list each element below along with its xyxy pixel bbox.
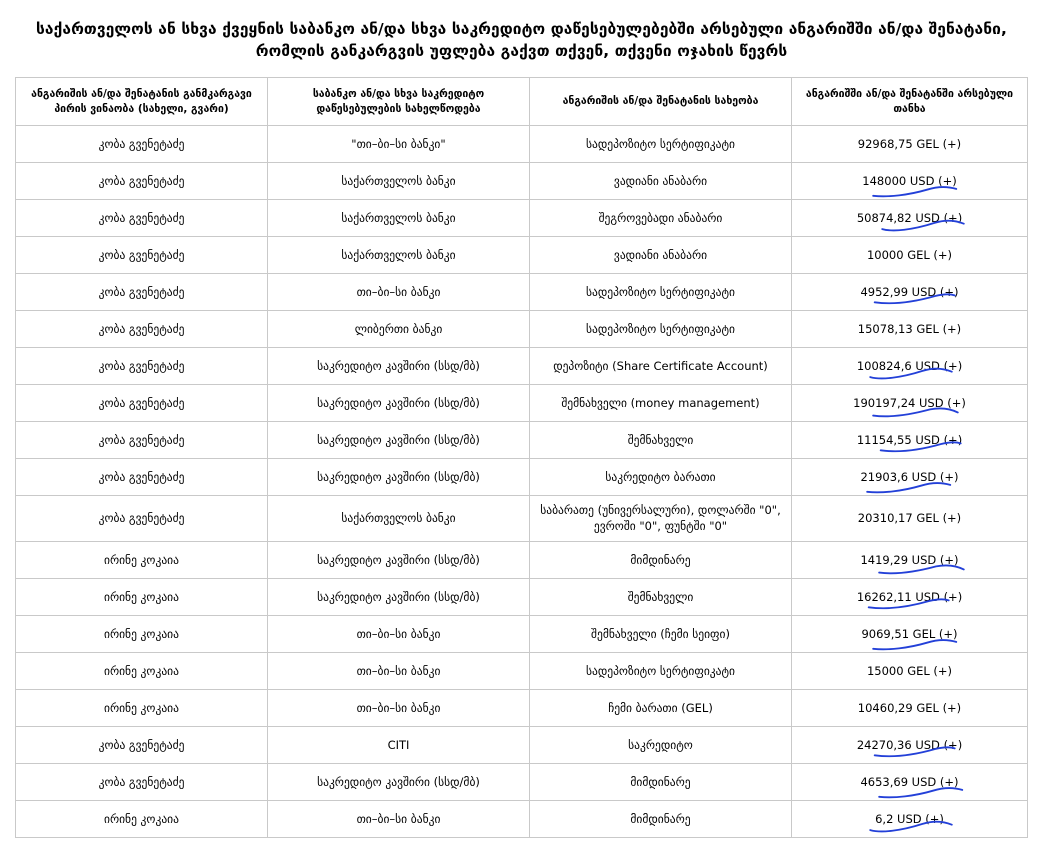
amount-value: 1419,29 USD (+) (860, 552, 959, 567)
table-row (16, 126, 1028, 163)
cell-bank: თი–ბი–სი ბანკი (268, 616, 530, 653)
cell-amount (792, 385, 1028, 422)
cell-person: კობა გვენეტაძე (16, 311, 268, 348)
table-row (16, 237, 1028, 274)
table-row (16, 616, 1028, 653)
cell-account-type: ჩემი ბარათი (GEL) (530, 690, 792, 727)
column-header-person: ანგარიშის ან/და შენატანის განმკარგავი პირის ვინაობა (სახელი, გვარი) (16, 77, 268, 125)
cell-account-type: სადეპოზიტო სერტიფიკატი (530, 126, 792, 163)
table-row (16, 163, 1028, 200)
cell-amount (792, 237, 1028, 274)
cell-person: ირინე კოკაია (16, 801, 268, 838)
amount-value: 10460,29 GEL (+) (857, 700, 962, 715)
cell-person: ირინე კოკაია (16, 542, 268, 579)
column-header-bank: საბანკო ან/და სხვა საკრედიტო დაწესებულების სახელწოდება (268, 77, 530, 125)
cell-bank: საკრედიტო კავშირი (სსდ/მბ) (268, 459, 530, 496)
amount-value: 50874,82 USD (+) (856, 210, 963, 225)
column-header-account-type: ანგარიშის ან/და შენატანის სახეობა (530, 77, 792, 125)
cell-amount (792, 274, 1028, 311)
page-title-line-2: რომლის განკარგვის უფლება გაქვთ თქვენ, თქვენი ოჯახის წევრს (255, 42, 788, 61)
amount-value: 6,2 USD (+) (875, 811, 944, 826)
cell-account-type: სადეპოზიტო სერტიფიკატი (530, 274, 792, 311)
cell-bank: ლიბერთი ბანკი (268, 311, 530, 348)
table-row (16, 496, 1028, 542)
cell-bank: თი–ბი–სი ბანკი (268, 274, 530, 311)
table-row (16, 579, 1028, 616)
cell-person: კობა გვენეტაძე (16, 459, 268, 496)
table-row (16, 764, 1028, 801)
amount-value: 9069,51 GEL (+) (861, 626, 958, 641)
cell-amount (792, 311, 1028, 348)
page-title (24, 18, 1019, 63)
cell-amount (792, 727, 1028, 764)
cell-bank: საქართველოს ბანკი (268, 200, 530, 237)
cell-amount (792, 764, 1028, 801)
amount-value: 15078,13 GEL (+) (857, 321, 962, 336)
table-row (16, 459, 1028, 496)
amount-value: 10000 GEL (+) (866, 247, 953, 262)
cell-amount (792, 579, 1028, 616)
table-row (16, 727, 1028, 764)
cell-account-type: მიმდინარე (530, 801, 792, 838)
cell-bank: საკრედიტო კავშირი (სსდ/მბ) (268, 542, 530, 579)
cell-person: ირინე კოკაია (16, 653, 268, 690)
cell-person: კობა გვენეტაძე (16, 422, 268, 459)
cell-account-type: შემნახველი (money management) (530, 385, 792, 422)
cell-person: კობა გვენეტაძე (16, 274, 268, 311)
amount-value: 15000 GEL (+) (866, 663, 953, 678)
cell-account-type: შემნახველი (530, 579, 792, 616)
cell-account-type: საკრედიტო ბარათი (530, 459, 792, 496)
cell-person: კობა გვენეტაძე (16, 163, 268, 200)
cell-account-type: სადეპოზიტო სერტიფიკატი (530, 311, 792, 348)
amount-value: 11154,55 USD (+) (856, 432, 963, 447)
cell-account-type: დეპოზიტი (Share Certificate Account) (530, 348, 792, 385)
column-header-amount: ანგარიშში ან/და შენატანში არსებული თანხა (792, 77, 1028, 125)
cell-account-type: შემნახველი (ჩემი სეიფი) (530, 616, 792, 653)
amount-value: 148000 USD (+) (862, 173, 957, 188)
cell-person: ირინე კოკაია (16, 690, 268, 727)
cell-account-type: მიმდინარე (530, 542, 792, 579)
cell-person: კობა გვენეტაძე (16, 237, 268, 274)
amount-value: 92968,75 GEL (+) (857, 136, 962, 151)
cell-person: კობა გვენეტაძე (16, 348, 268, 385)
cell-bank: საკრედიტო კავშირი (სსდ/მბ) (268, 764, 530, 801)
cell-person: კობა გვენეტაძე (16, 200, 268, 237)
table-header (16, 77, 1028, 125)
table-row (16, 385, 1028, 422)
cell-amount (792, 422, 1028, 459)
cell-amount (792, 348, 1028, 385)
cell-bank: საკრედიტო კავშირი (სსდ/მბ) (268, 385, 530, 422)
page-title-line-1: საქართველოს ან სხვა ქვეყნის საბანკო ან/და სხვა საკრედიტო დაწესებულებებში არსებული ანგარიშში ან/და შენატანი, (36, 20, 1007, 38)
table-row (16, 274, 1028, 311)
cell-amount (792, 126, 1028, 163)
table-row (16, 422, 1028, 459)
cell-bank: CITI (268, 727, 530, 764)
cell-bank: თი–ბი–სი ბანკი (268, 690, 530, 727)
table-body (16, 126, 1028, 838)
cell-account-type: სადეპოზიტო სერტიფიკატი (530, 653, 792, 690)
amount-value: 190197,24 USD (+) (853, 395, 966, 410)
declaration-table (15, 77, 1028, 838)
table-row (16, 690, 1028, 727)
table-row (16, 653, 1028, 690)
cell-person: ირინე კოკაია (16, 616, 268, 653)
cell-bank: საკრედიტო კავშირი (სსდ/მბ) (268, 422, 530, 459)
cell-person: კობა გვენეტაძე (16, 126, 268, 163)
cell-amount (792, 542, 1028, 579)
amount-value: 4952,99 USD (+) (860, 284, 959, 299)
cell-bank: საკრედიტო კავშირი (სსდ/მბ) (268, 579, 530, 616)
amount-value: 20310,17 GEL (+) (857, 511, 962, 526)
table-row (16, 311, 1028, 348)
cell-account-type: საბარათე (უნივერსალური), დოლარში "0", ევროში "0", ფუნტში "0" (530, 496, 792, 542)
cell-bank: საქართველოს ბანკი (268, 163, 530, 200)
amount-value: 100824,6 USD (+) (856, 358, 963, 373)
amount-value: 21903,6 USD (+) (860, 469, 959, 484)
cell-account-type: შეგროვებადი ანაბარი (530, 200, 792, 237)
cell-person: კობა გვენეტაძე (16, 496, 268, 542)
cell-bank: თი–ბი–სი ბანკი (268, 653, 530, 690)
amount-value: 24270,36 USD (+) (856, 737, 963, 752)
cell-person: კობა გვენეტაძე (16, 764, 268, 801)
cell-amount (792, 459, 1028, 496)
table-row (16, 200, 1028, 237)
table-row (16, 542, 1028, 579)
cell-bank: საკრედიტო კავშირი (სსდ/მბ) (268, 348, 530, 385)
cell-bank: საქართველოს ბანკი (268, 496, 530, 542)
table-row (16, 348, 1028, 385)
table-header-row (16, 77, 1028, 125)
cell-amount (792, 801, 1028, 838)
cell-amount (792, 690, 1028, 727)
cell-account-type: ვადიანი ანაბარი (530, 163, 792, 200)
cell-account-type: ვადიანი ანაბარი (530, 237, 792, 274)
cell-bank: "თი–ბი–სი ბანკი" (268, 126, 530, 163)
cell-amount (792, 163, 1028, 200)
cell-amount (792, 496, 1028, 542)
cell-person: კობა გვენეტაძე (16, 385, 268, 422)
cell-account-type: შემნახველი (530, 422, 792, 459)
cell-person: კობა გვენეტაძე (16, 727, 268, 764)
cell-account-type: მიმდინარე (530, 764, 792, 801)
amount-value: 16262,11 USD (+) (856, 589, 963, 604)
cell-person: ირინე კოკაია (16, 579, 268, 616)
cell-amount (792, 616, 1028, 653)
amount-value: 4653,69 USD (+) (860, 774, 959, 789)
table-row (16, 801, 1028, 838)
cell-amount (792, 200, 1028, 237)
cell-account-type: საკრედიტო (530, 727, 792, 764)
cell-bank: თი–ბი–სი ბანკი (268, 801, 530, 838)
cell-amount (792, 653, 1028, 690)
cell-bank: საქართველოს ბანკი (268, 237, 530, 274)
